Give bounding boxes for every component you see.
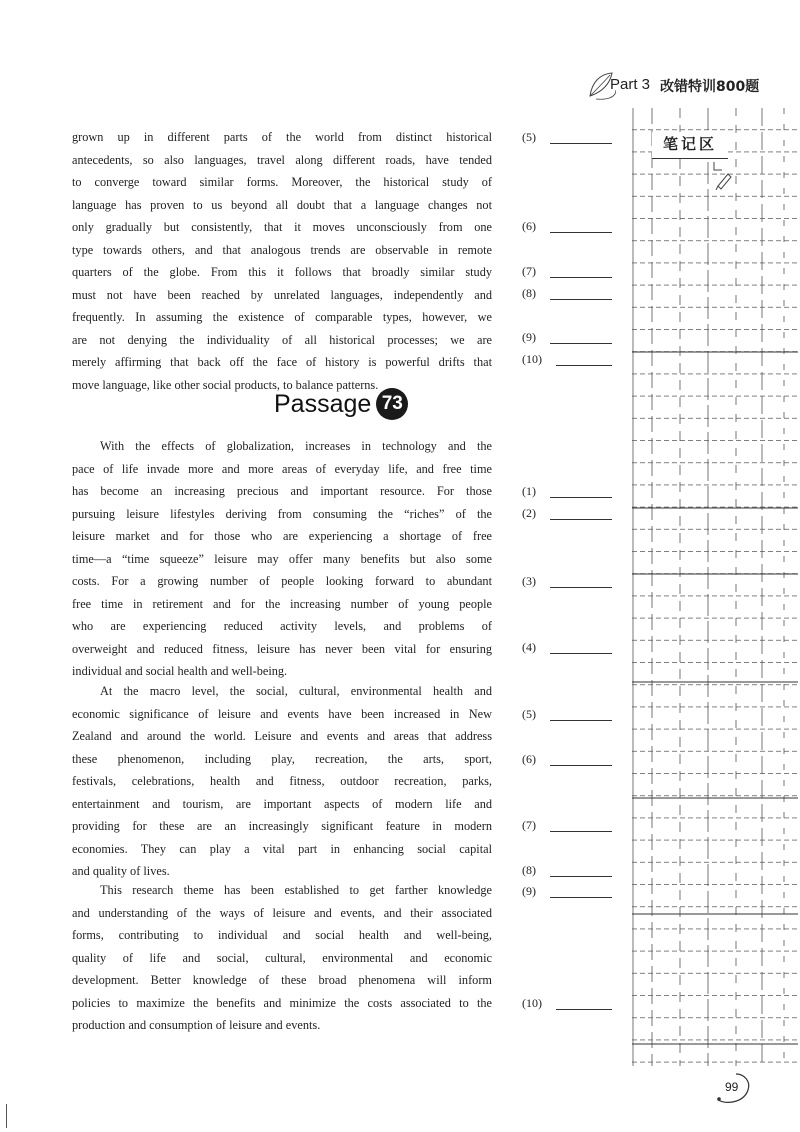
answer-blank[interactable] [522, 707, 612, 723]
blank-line [550, 720, 612, 721]
text-line: has become an increasing precious and important resource. For those [72, 484, 492, 498]
answer-blank[interactable] [522, 506, 612, 522]
blank-line [550, 232, 612, 233]
answer-blank[interactable] [522, 484, 612, 500]
passage-number-badge: 73 [376, 388, 408, 420]
text-line: quality of life and social, cultural, environmental and economic [72, 950, 492, 965]
blank-line [550, 765, 612, 766]
text-line: only gradually but consistently, that it moves unconsciously from one [72, 220, 492, 234]
text-line: Zealand and around the world. Leisure and events and areas that address [72, 729, 492, 743]
blank-line [550, 299, 612, 300]
blank-number: (10) [522, 996, 542, 1010]
text-line: antecedents, so also languages, travel along different roads, have tended [72, 152, 492, 167]
answer-blank[interactable] [522, 818, 612, 834]
text-line: pursuing leisure lifestyles deriving from consuming the “riches” of the [72, 506, 492, 521]
text-line: who are experiencing reduced activity levels, and problems of [72, 619, 492, 633]
page-number: 99 [725, 1080, 739, 1094]
blank-number: (9) [522, 884, 536, 898]
answer-blank[interactable] [522, 130, 612, 146]
passage-paragraph-2 [72, 680, 492, 883]
text-line: economic significance of leisure and events have been increased in New [72, 706, 492, 721]
answer-blank[interactable] [522, 752, 612, 768]
blank-line [550, 897, 612, 898]
text-line: festivals, celebrations, health and fitness, outdoor recreation, parks, [72, 774, 492, 788]
blank-line [556, 365, 612, 366]
blank-number: (3) [522, 574, 536, 588]
text-line: costs. For a growing number of people looking forward to abundant [72, 574, 492, 588]
page-header [586, 68, 796, 108]
text-line: This research theme has been established to get farther knowledge [100, 883, 492, 897]
text-line: overweight and reduced fitness, leisure has never been vital for ensuring [72, 641, 492, 656]
header-title: 改错特训800题 [660, 79, 760, 95]
blank-line [556, 1009, 612, 1010]
blank-number: (8) [522, 863, 536, 877]
blank-number: (1) [522, 484, 536, 498]
text-line: frequently. In assuming the existence of comparable types, however, we [72, 310, 492, 324]
blank-line [550, 519, 612, 520]
text-line: move language, like other social products, to balance patterns. [72, 377, 379, 392]
blank-line [550, 277, 612, 278]
text-line: production and consumption of leisure and events. [72, 1018, 321, 1032]
blank-number: (4) [522, 640, 536, 654]
blank-line [550, 653, 612, 654]
text-line: At the macro level, the social, cultural, environmental health and [100, 684, 492, 698]
text-line: these phenomenon, including play, recreation, the arts, sport, [72, 751, 492, 766]
text-line: individual and social health and well-being. [72, 664, 288, 678]
answer-blank[interactable] [522, 574, 612, 590]
passage-title-text: Passage [274, 389, 372, 418]
text-line: free time in retirement and for the increasing number of young people [72, 596, 492, 611]
blank-number: (6) [522, 752, 536, 766]
blank-number: (9) [522, 330, 536, 344]
blank-line [550, 587, 612, 588]
text-line: time—a “time squeeze” leisure may offer many benefits but also some [72, 551, 492, 566]
answer-blank[interactable] [522, 264, 612, 280]
blank-number: (5) [522, 707, 536, 721]
blank-line [550, 876, 612, 877]
text-line: pace of life invade more and more areas of everyday life, and free time [72, 461, 492, 476]
notes-grid[interactable] [632, 108, 798, 1066]
blank-number: (6) [522, 219, 536, 233]
answer-blank[interactable] [522, 286, 612, 302]
text-line: type towards others, and that analogous trends are observable in remote [72, 242, 492, 257]
passage-title [274, 384, 408, 424]
edge-mark [6, 1104, 7, 1128]
blank-line [550, 343, 612, 344]
text-line: providing for these are an increasingly significant feature in modern [72, 819, 492, 833]
answer-blank[interactable] [522, 996, 612, 1012]
text-line: economies. They can play a vital part in enhancing social capital [72, 841, 492, 856]
blank-line [550, 497, 612, 498]
answer-blank[interactable] [522, 330, 612, 346]
blank-number: (8) [522, 286, 536, 300]
continuation-paragraph [72, 126, 492, 396]
text-line: quarters of the globe. From this it follows that broadly similar study [72, 265, 492, 279]
pencil-icon [710, 160, 736, 190]
blank-line [550, 831, 612, 832]
text-line: policies to maximize the benefits and minimize the costs associated to the [72, 995, 492, 1010]
passage-paragraph-3 [72, 879, 492, 1037]
text-line: development. Better knowledge of these broad phenomena will inform [72, 973, 492, 987]
header-part: Part 3 [610, 76, 651, 93]
text-line: to converge toward similar forms. Moreover, the historical study of [72, 175, 492, 189]
text-line: are not denying the individuality of all historical processes; we are [72, 332, 492, 347]
text-line: language has proven to us beyond all doubt that a language changes not [72, 197, 492, 212]
blank-line [550, 143, 612, 144]
text-line: With the effects of globalization, increases in technology and the [100, 439, 492, 453]
text-line: grown up in different parts of the world from distinct historical [72, 130, 492, 144]
answer-blank[interactable] [522, 352, 612, 368]
text-line: entertainment and tourism, are important aspects of modern life and [72, 796, 492, 811]
answer-blank[interactable] [522, 219, 612, 235]
text-line: leisure market and for those who are experiencing a shortage of free [72, 529, 492, 543]
notes-label: 笔记区 [652, 132, 728, 159]
answer-blank[interactable] [522, 884, 612, 900]
blank-number: (7) [522, 818, 536, 832]
blank-number: (10) [522, 352, 542, 366]
answer-blank[interactable] [522, 640, 612, 656]
text-line: must not have been reached by unrelated languages, independently and [72, 287, 492, 302]
text-line: and quality of lives. [72, 864, 170, 878]
blank-number: (2) [522, 506, 536, 520]
blank-number: (5) [522, 130, 536, 144]
text-line: and understanding of the ways of leisure and events, and their associated [72, 905, 492, 920]
answer-blank[interactable] [522, 863, 612, 879]
passage-paragraph-1 [72, 435, 492, 683]
text-line: forms, contributing to individual and social health and well-being, [72, 928, 492, 942]
blank-number: (7) [522, 264, 536, 278]
text-line: merely affirming that back off the face of history is powerful drifts that [72, 355, 492, 369]
